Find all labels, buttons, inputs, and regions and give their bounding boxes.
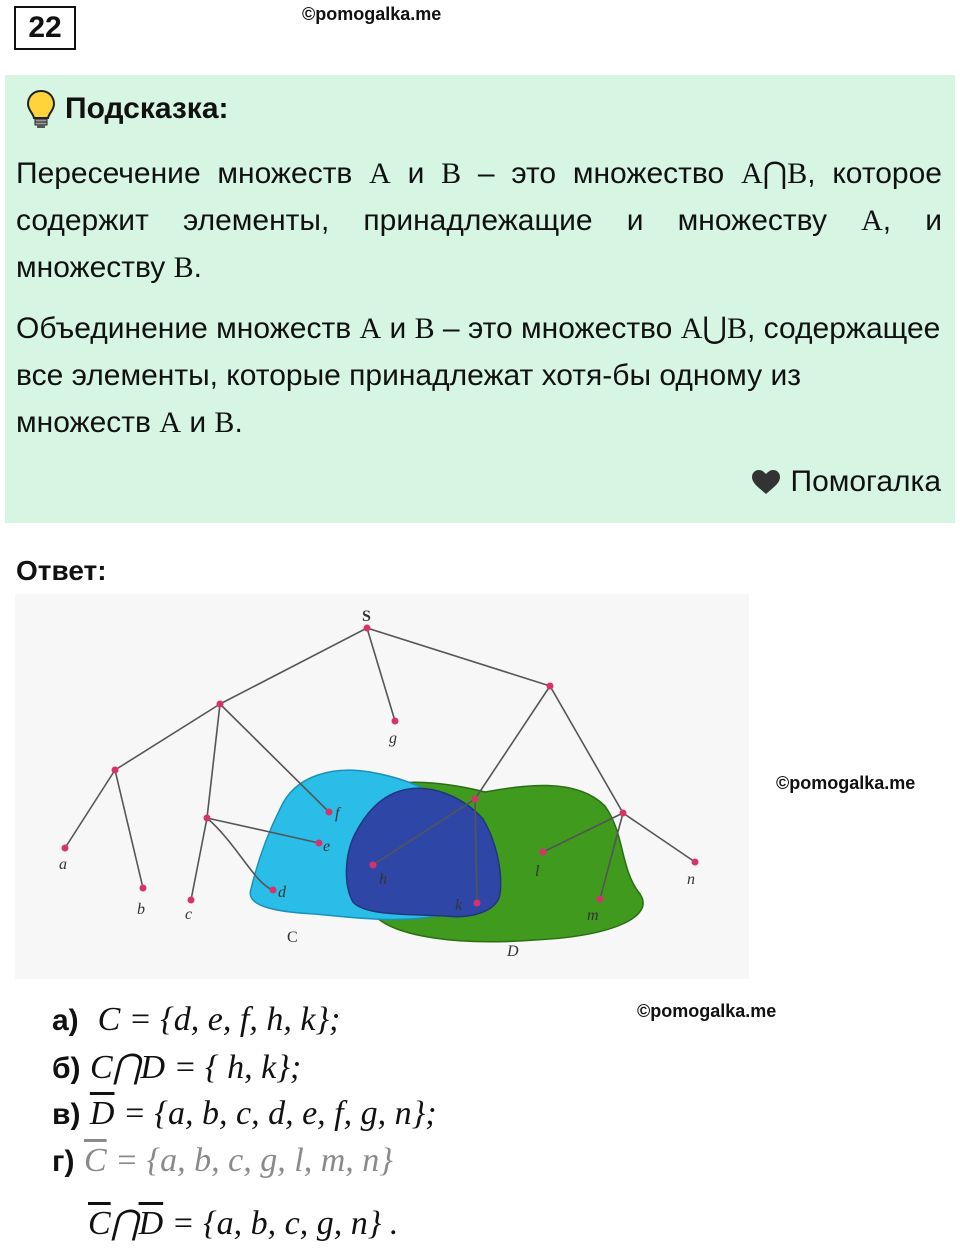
watermark: ©pomogalka.me (302, 4, 442, 24)
label-l: l (535, 863, 540, 880)
label-set-c: C (287, 929, 298, 946)
hint-title-text: Подсказка: (65, 92, 229, 125)
label-set-d: D (507, 943, 519, 960)
node-e (316, 840, 323, 847)
hint-paragraph-union: Объединение множеств A и B – это множество A⋃B, содержащее все элементы, которые принадлежат хотя-бы одному из множеств A и B. (16, 312, 941, 439)
label-m: m (587, 907, 599, 924)
label-e: e (323, 838, 331, 855)
node-b (140, 885, 147, 892)
label-s: S (362, 608, 371, 625)
node-m (597, 896, 604, 903)
hint-paragraph-intersection: Пересечение множеств A и B – это множество A⋂B, которое содержит элементы, принадлежащие и множеству A, и множеству B. (16, 157, 942, 284)
node-s (364, 625, 371, 632)
label-b: b (137, 901, 145, 918)
label-h: h (379, 871, 387, 888)
node-g (392, 718, 399, 725)
node-n (692, 859, 699, 866)
node-h (370, 862, 377, 869)
answer-label: Ответ: (16, 555, 107, 586)
node-f (326, 809, 333, 816)
node-inner-3 (112, 767, 119, 774)
node-inner-2 (547, 683, 554, 690)
hint-title (25, 89, 229, 129)
hint-box (5, 75, 955, 523)
answer-final: $\overline{C}⋂\overline{D} = \{a$, b, c, g, n} . (88, 1205, 399, 1242)
node-d (270, 887, 277, 894)
label-n: n (687, 871, 695, 888)
task-number: 22 (14, 6, 76, 50)
lightbulb-icon (25, 89, 57, 129)
answer-g: г) $\overline{C} = \{a$, b, c, g, l, m, n} (52, 1142, 393, 1179)
node-inner-5 (472, 796, 479, 803)
brand-name: Помогалка (790, 465, 941, 498)
node-inner-4 (204, 815, 211, 822)
watermark: ©pomogalka.me (776, 773, 916, 793)
watermark: ©pomogalka.me (637, 1001, 777, 1021)
node-l (540, 849, 547, 856)
label-g: g (389, 730, 397, 747)
node-a (62, 845, 69, 852)
label-k: k (455, 897, 463, 914)
label-a: a (59, 856, 67, 873)
label-f: f (335, 805, 340, 822)
brand-signature (751, 465, 942, 499)
answer-v: в) $\overline{D} = \{a$, b, c, d, e, f, g, n}; (52, 1095, 437, 1132)
node-inner-1 (217, 701, 224, 708)
node-inner-6 (620, 810, 627, 817)
sets-tree-diagram (15, 594, 749, 979)
answer-b: б) C⋂D = { h, k}; (52, 1049, 302, 1086)
answer-a: а) C = {d, e, f, h, k}; (52, 1001, 341, 1038)
heart-icon (751, 469, 781, 495)
label-d: d (278, 884, 286, 901)
node-k (474, 900, 481, 907)
diagram-svg (15, 594, 749, 979)
node-c (188, 897, 195, 904)
label-c: c (185, 906, 193, 923)
